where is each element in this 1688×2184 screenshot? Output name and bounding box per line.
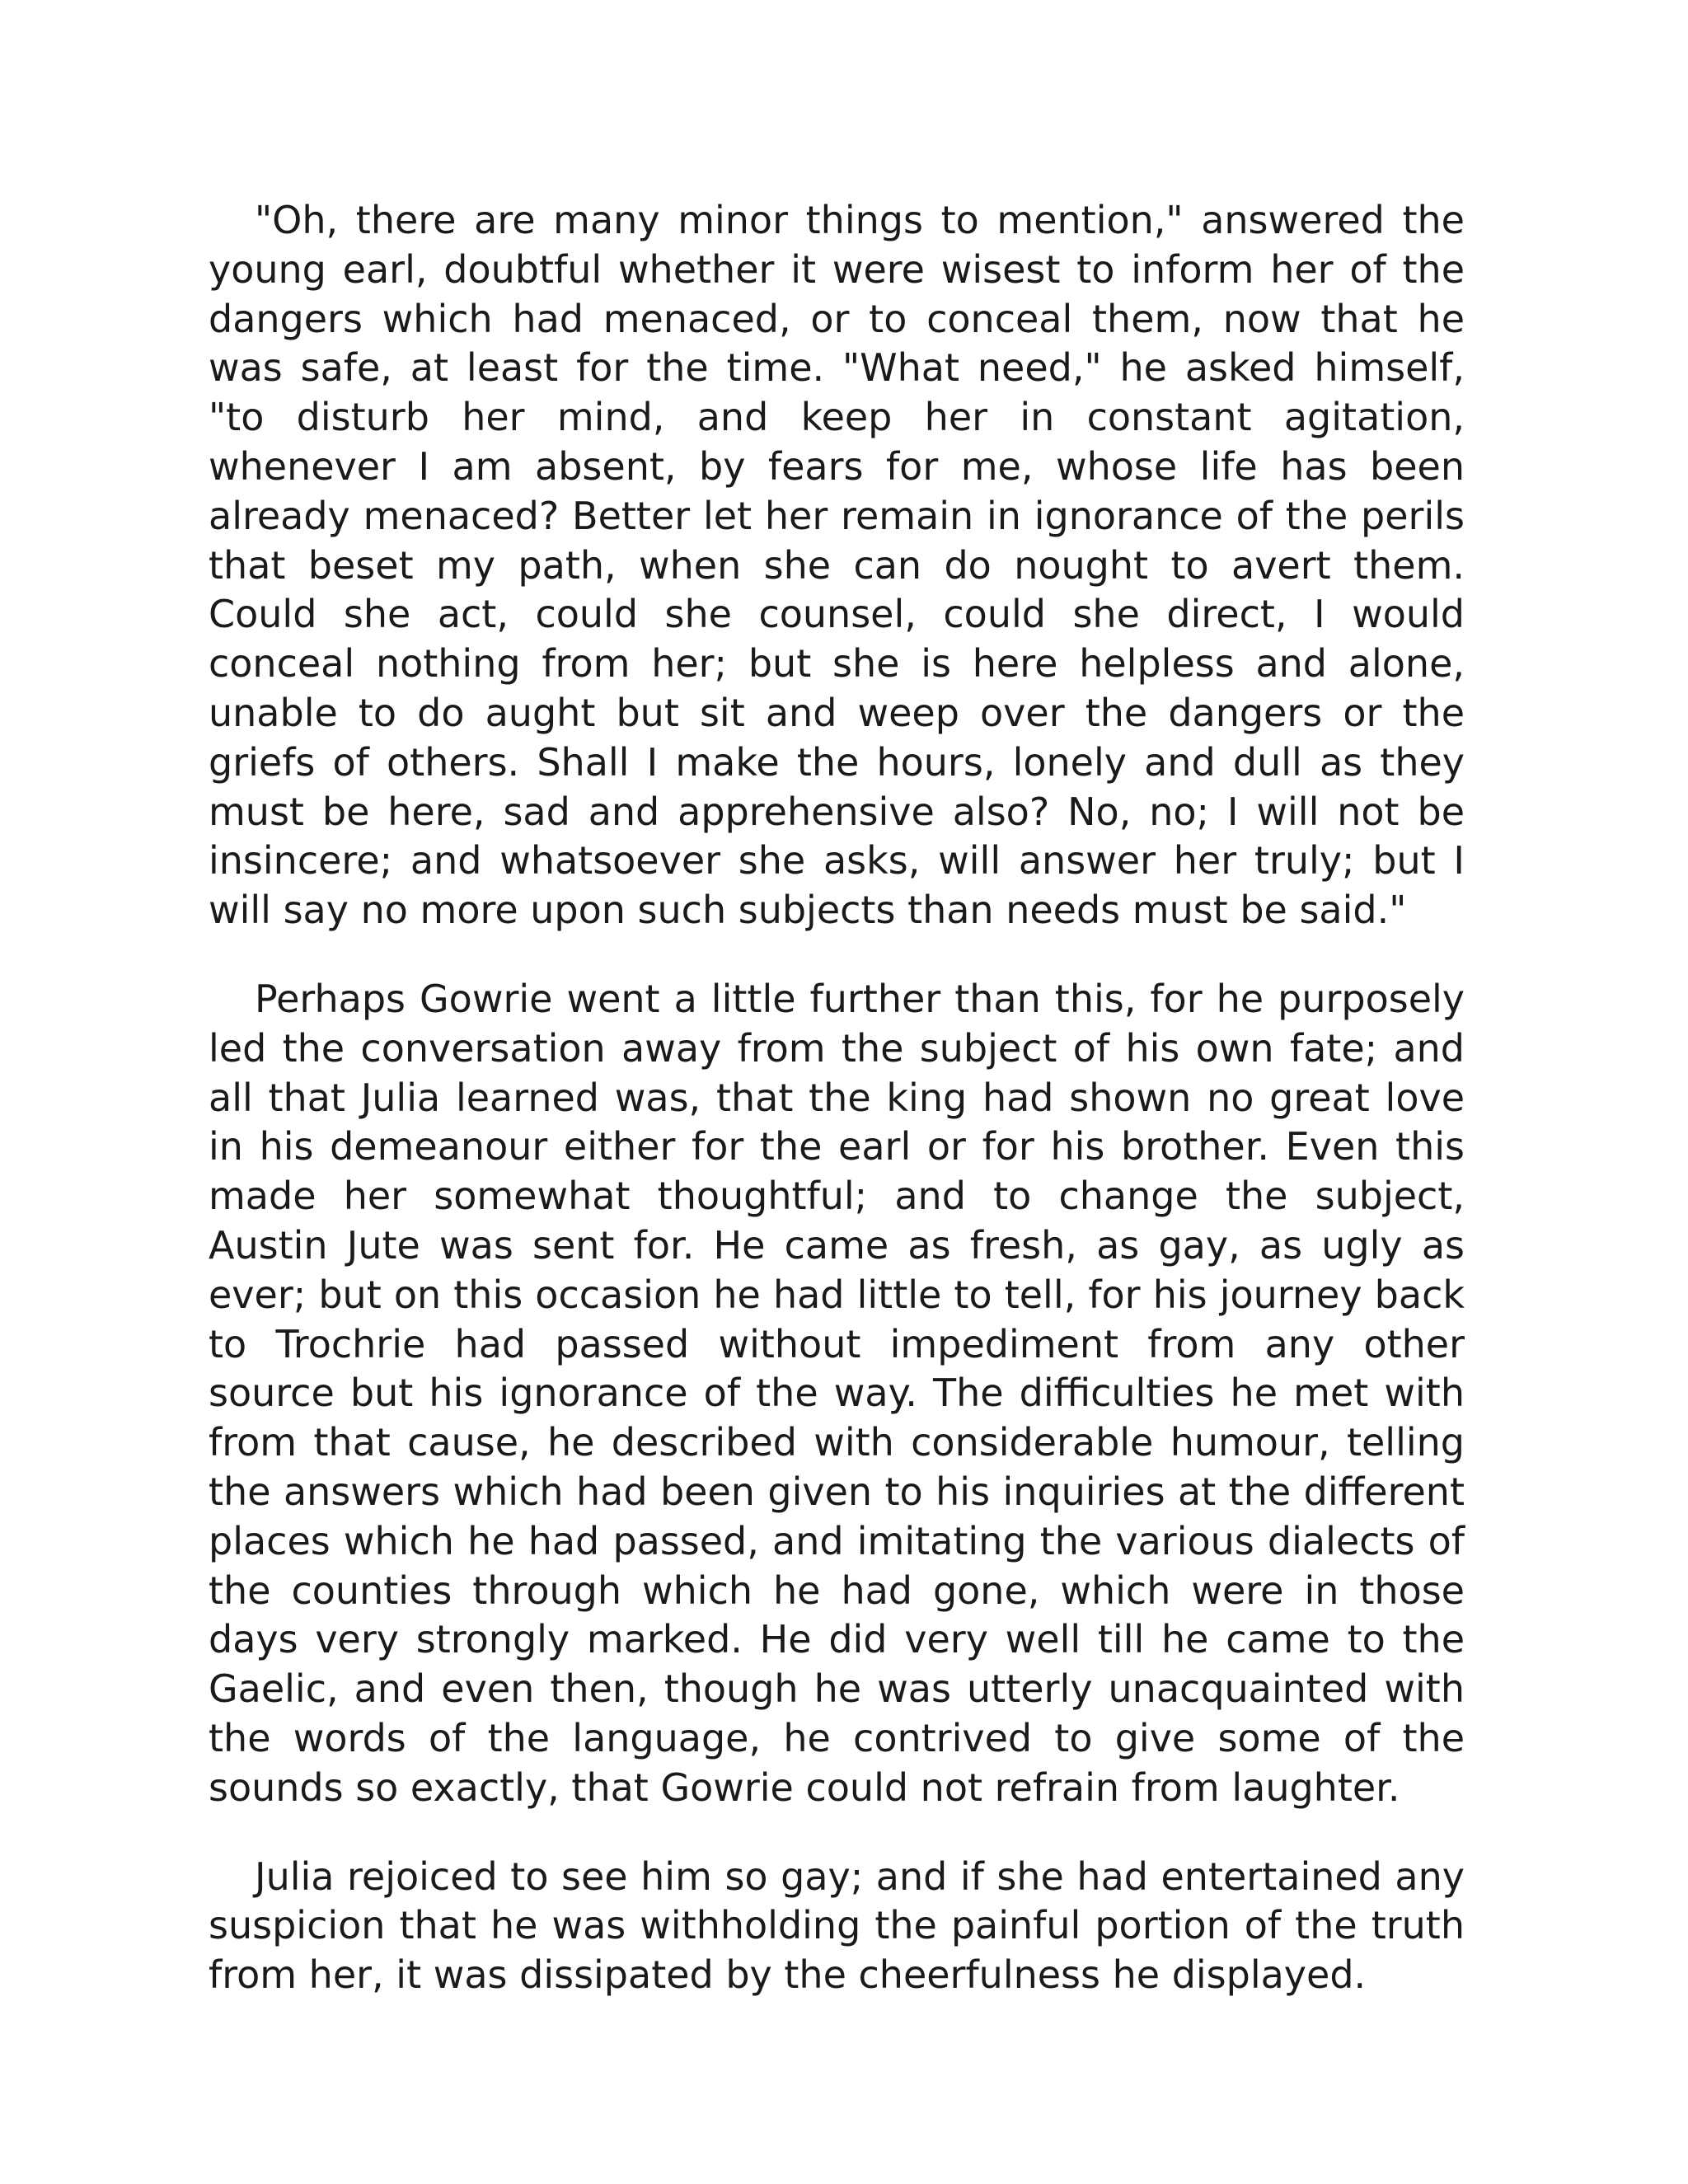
paragraph-2: Perhaps Gowrie went a little further than this, for he purposely led the conversation away from the subject of his own fate; and all that Julia learned was, that the king had shown no great love in his demeanour either for the earl or for his brother. Even this made her somewhat thoughtful; and to change the subject, Austin Jute was sent for. He came as fresh, as gay, as ugly as ever; but on this occasion he had little to tell, for his journey back to Trochrie had passed without impediment from any other source but his ignorance of the way. The difficulties he met with from that cause, he described with considerable humour, telling the answers which had been given to his inquiries at the different places which he had passed, and imitating the various dialects of the counties through which he had gone, which were in those days very strongly marked. He did very well till he came to the Gaelic, and even then, though he was utterly unacquainted with the words of the language, he contrived to give some of the sounds so exactly, that Gowrie could not refrain from laughter.: [209, 976, 1465, 1810]
paragraph-3: Julia rejoiced to see him so gay; and if she had entertained any suspicion that he was withholding the painful portion of the truth from her, it was dissipated by the cheerfulness he displayed.: [209, 1854, 1465, 1998]
paragraph-1: "Oh, there are many minor things to mention," answered the young earl, doubtful whether it were wisest to inform her of the dangers which had menaced, or to conceal them, now that he was safe, at least for the time. "What need," he asked himself, "to disturb her mind, and keep her in constant agitation, whenever I am absent, by fears for me, whose life has been already menaced? Better let her remain in ignorance of the perils that beset my path, when she can do nought to avert them. Could she act, could she counsel, could she direct, I would conceal nothing from her; but she is here helpless and alone, unable to do aught but sit and weep over the dangers or the griefs of others. Shall I make the hours, lonely and dull as they must be here, sad and apprehensive also? No, no; I will not be insincere; and whatsoever she asks, will answer her truly; but I will say no more upon such subjects than needs must be said.": [209, 198, 1465, 933]
page-body: [209, 196, 1465, 2000]
